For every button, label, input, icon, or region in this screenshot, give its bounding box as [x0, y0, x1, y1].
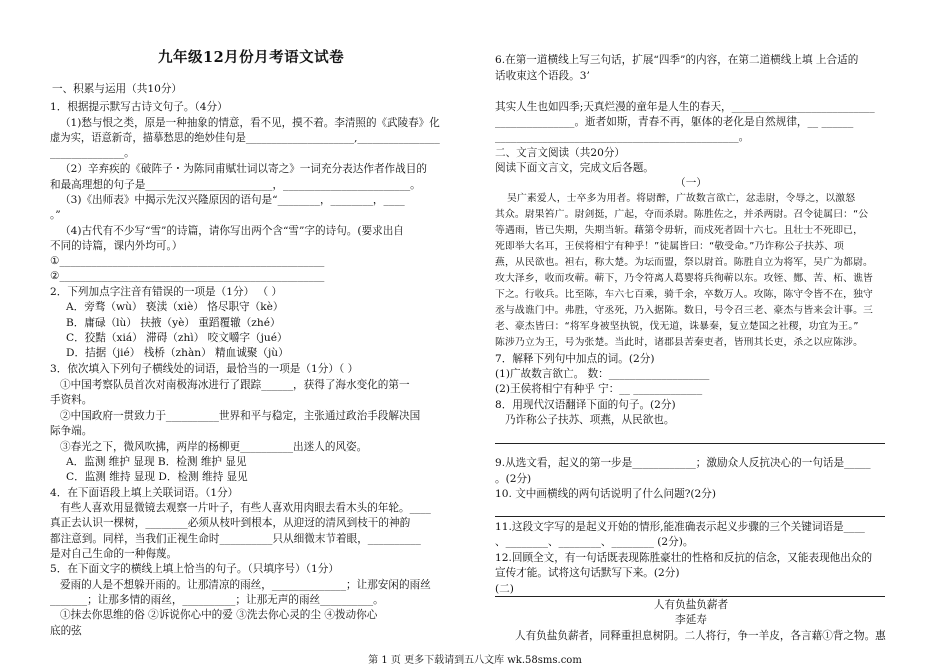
question-line: _______；让那多情的雨丝，__________；让那无声的雨丝__________。 — [50, 594, 384, 606]
page-footer: 第 1 页 更多下载请到五八文库 wk.58sms.com — [368, 655, 582, 666]
question-line: 5．在下面文字的横线上填上恰当的句子。（只填序号）（1分） — [50, 563, 339, 575]
option-line: D．拮据（jié） 栈桥（zhàn） 精血诚聚（jù） — [66, 347, 289, 359]
option-line: A．监测 维护 显现 B．检测 维护 显见 — [66, 456, 247, 468]
question-line: 4．在下面语段上填上关联词语。（1分） — [50, 487, 239, 499]
question-line: 3．依次填入下列句子横线处的词语，最恰当的一项是（1分）（ ） — [50, 363, 359, 375]
question-line: 话收束这个语段。3’ — [495, 70, 590, 82]
option-line: B．庸碌（lù） 扶掖（yè） 重蹈覆辙（zhé） — [66, 317, 281, 329]
question-line: 10. 文中画横线的两句话说明了什么问题?(2分) — [495, 488, 716, 500]
passage-author: 李延寿 — [675, 614, 707, 626]
question-line: 爱雨的人是不想躲开雨的。让那清凉的雨丝，______________；让那安闲的雨丝 — [60, 579, 431, 591]
question-line: 8．用现代汉语翻译下面的句子。(2分) — [495, 399, 676, 411]
passage-title: 人有负盐负薪者 — [653, 599, 729, 611]
question-line: 其实人生也如四季;天真烂漫的童年是人生的春天，___________________________ — [495, 101, 875, 113]
question-line: 都注意到。同样，当我们正视生命时__________只从细微末节着眼，__________ — [50, 533, 421, 545]
question-line: _______________。逝者如斯，青春不再，躯体的老化是自然规律，__ ______ — [495, 116, 854, 128]
question-line: 12.回顾全文，有一句话既表现陈胜豪壮的性格和反抗的信念，又能表现他出众的 — [495, 552, 873, 564]
answer-rule — [495, 596, 885, 597]
question-line: 7．解释下列句中加点的词。(2分) — [495, 353, 655, 365]
passage-line: 丞与战谯门中。弗胜，守丞死，乃入据陈。数日，号令召三老、豪杰与皆来会计事。三 — [495, 305, 873, 316]
question-line: ②中国政府一贯致力于__________世界和平与稳定，主张通过政治手段解决国 — [60, 410, 421, 422]
passage-line: 燕，从民欲也。袒右，称大楚。为坛而盟，祭以尉首。陈胜自立为将军，吴广为都尉。 — [495, 257, 873, 268]
question-line: 6.在第一道横线上写三句话，扩展“四季”的内容，在第二道横线上填 上合适的 — [495, 54, 859, 66]
question-line: 不同的诗篇，课内外均可。） — [50, 240, 183, 252]
passage-line: 下之。行收兵。比至陈，车六七百乘，骑千余，卒数万人。攻陈，陈守令皆不在，独守 — [495, 289, 873, 300]
option-line: ①抹去你思维的俗 ②诉说你心中的爱 ③洗去你心灵的尘 ④拨动你心 — [60, 609, 378, 621]
question-line: 手资料。 — [50, 394, 93, 406]
section-heading: 一、积累与运用（共10分） — [52, 83, 183, 95]
passage-line: 老、豪杰皆曰：“将军身被坚执锐，伐无道，诛暴秦，复立楚国之社稷，功宜为王。” — [495, 321, 859, 332]
question-line: ______________________________________________。 — [495, 131, 750, 143]
question-line: 真正去认识一棵树，________必须从枝叶到根本，从迎迓的清风到枝干的神韵 — [50, 517, 411, 529]
question-line: 虚为实，语意新奇，描摹愁思的绝妙佳句是_____________________,________________ — [50, 132, 440, 144]
question-line: 乃诈称公子扶苏、项燕，从民欲也。 — [505, 414, 675, 426]
question-line: 是对自己生命的一种侮蔑。 — [50, 548, 178, 560]
answer-rule — [495, 516, 885, 517]
question-line: （4)古代有不少写“雪”的诗篇，请你写出两个含“雪”字的诗句。(要求出自 — [60, 225, 404, 237]
question-line: 。” — [50, 209, 61, 221]
page-title: 九年级12月份月考语文试卷 — [158, 49, 345, 66]
question-line: （2）辛弃疾的《破阵子・为陈同甫赋壮词以寄之》一词充分表达作者作战目的 — [60, 163, 427, 175]
question-line: ______________。 — [50, 147, 135, 159]
question-line: 。(2分) — [495, 473, 532, 485]
question-line: 、________、________、________ (2分)。 — [495, 536, 694, 548]
instruction-line: 阅读下面文言文，完成文后各题。 — [495, 162, 654, 174]
passage-line: 等遇雨，皆已失期，失期当斩。藉第令毋斩，而戍死者固十六七。且壮士不死即已， — [495, 225, 864, 236]
answer-blank: ②__________________________________________________ — [50, 270, 325, 282]
question-line: 宣传才能。试将这句话默写下来。(2分) — [495, 567, 680, 579]
question-line: 11.这段文字写的是起义开始的情形,能准确表示起义步骤的三个关键词语是____ — [495, 521, 865, 533]
question-line: ③春光之下，微风吹拂，两岸的杨柳更__________出迷人的风姿。 — [60, 441, 368, 453]
answer-rule — [495, 443, 885, 444]
option-line: 底的弦 — [50, 625, 82, 637]
passage-number: （一） — [675, 177, 707, 189]
question-line: （3)《出师表》中揭示先汉兴隆原因的语句是“________，________，____ — [60, 194, 405, 206]
section-heading: 二、文言文阅读（共20分） — [495, 147, 626, 159]
passage-line: 吴广素爱人，士卒多为用者。将尉醉，广故数言欲亡，忿恚尉，令辱之，以激怒 — [507, 193, 856, 204]
question-line: 际争端。 — [50, 425, 93, 437]
option-line: A．旁骛（wù） 亵渎（xiè） 恪尽职守（kè） — [66, 301, 284, 313]
passage-line: 其众。尉果笞广。尉剑挺，广起，夺而杀尉。陈胜佐之，并杀两尉。召令徒属曰：“公 — [495, 209, 869, 220]
question-line: ①中国考察队员首次对南极海冰进行了跟踪______，获得了海水变化的第一 — [60, 379, 410, 391]
passage-line: 死即举大名耳，王侯将相宁有种乎！”徒属皆曰：“敬受命。”乃诈称公子扶苏、项 — [495, 241, 844, 252]
question-line: (1)广故数言欲亡。 数：___________________ — [495, 368, 710, 380]
option-line: C．监测 维持 显现 D．检测 维持 显见 — [66, 471, 248, 483]
passage-line: 攻大泽乡，收而攻蕲。蕲下，乃令符离人葛婴将兵徇蕲以东。攻铚、酂、苦、柘、谯皆 — [495, 273, 873, 284]
answer-blank: ①__________________________________________________ — [50, 255, 325, 267]
question-line: 和最高理想的句子是________________________，________________________。 — [50, 179, 421, 191]
option-line: C．狡黠（xiá） 滞碍（zhì） 咬文嚼字（jué） — [66, 332, 288, 344]
question-line: 9.从选文看，起义的第一步是____________；激励众人反抗决心的一句话是_____ — [495, 457, 871, 469]
passage-line: 人有负盐负薪者，同释重担息树阴。二人将行，争一羊皮，各言藉①背之物。惠 — [515, 630, 886, 642]
question-line: 有些人喜欢用显微镜去观察一片叶子，有些人喜欢用肉眼去看木头的年轮。____ — [60, 502, 431, 514]
question-line: (2)王侯将相宁有种乎 宁：__ _____________ — [495, 383, 703, 395]
question-line: 2．下列加点字注音有错误的一项是（1分） （ ） — [50, 286, 283, 298]
question-line: 1．根据提示默写古诗文句子。（4分） — [50, 101, 228, 113]
question-line: （1)愁与恨之类，原是一种抽象的情意，看不见，摸不着。李清照的《武陵春》化 — [60, 117, 440, 129]
passage-line: 陈涉乃立为王，号为张楚。当此时，诸郡县苦秦吏者，皆刑其长吏，杀之以应陈涉。 — [495, 337, 864, 348]
section-heading: (二) — [495, 583, 514, 595]
